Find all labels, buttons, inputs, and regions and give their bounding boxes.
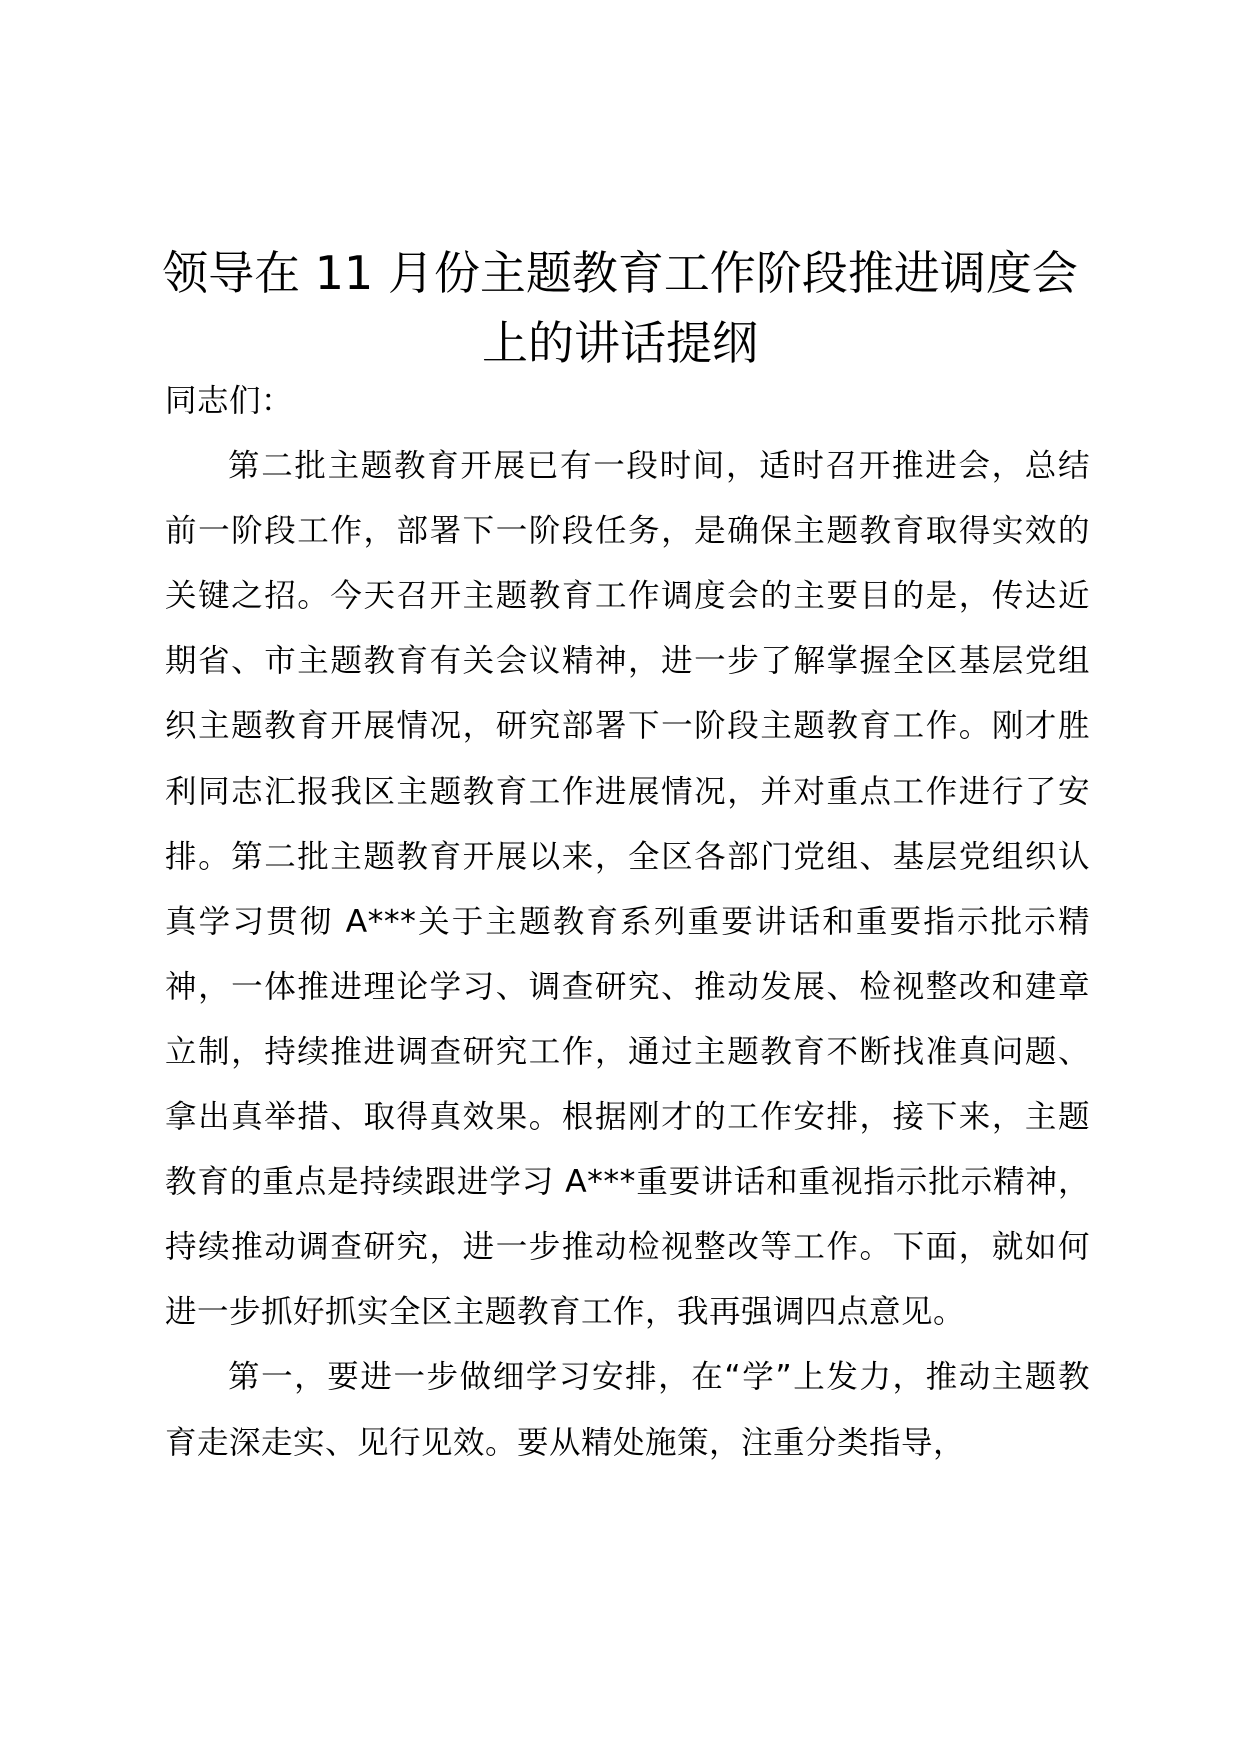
document-body	[165, 369, 1090, 1476]
salutation: 同志们：	[165, 383, 294, 419]
title-line-1: 领导在 11 月份主题教育工作阶段推进调度会	[162, 246, 1078, 300]
title-line-2: 上的讲话提纲	[482, 316, 758, 370]
paragraph-2: 第一，要进一步做细学习安排，在“学”上发力，推动主题教育走深走实、见行见效。要从精处施策，注重分类指导，	[165, 1359, 1090, 1461]
paragraph-1: 第二批主题教育开展已有一段时间，适时召开推进会，总结前一阶段工作，部署下一阶段任务，是确保主题教育取得实效的关键之招。今天召开主题教育工作调度会的主要目的是，传达近期省、市主题教育有关会议精神，进一步了解掌握全区基层党组织主题教育开展情况，研究部署下一阶段主题教育工作。刚才胜利同志汇报我区主题教育工作进展情况，并对重点工作进行了安排。第二批主题教育开展以来，全区各部门党组、基层党组织认真学习贯彻 A***关于主题教育系列重要讲话和重要指示批示精神，一体推进理论学习、调查研究、推动发展、检视整改和建章立制，持续推进调查研究工作，通过主题教育不断找准真问题、拿出真举措、取得真效果。根据刚才的工作安排，接下来，主题教育的重点是持续跟进学习 A***重要讲话和重视指示批示精神，持续推动调查研究，进一步推动检视整改等工作。下面，就如何进一步抓好抓实全区主题教育工作，我再强调四点意见。	[165, 448, 1090, 1331]
document-title	[130, 238, 1110, 378]
